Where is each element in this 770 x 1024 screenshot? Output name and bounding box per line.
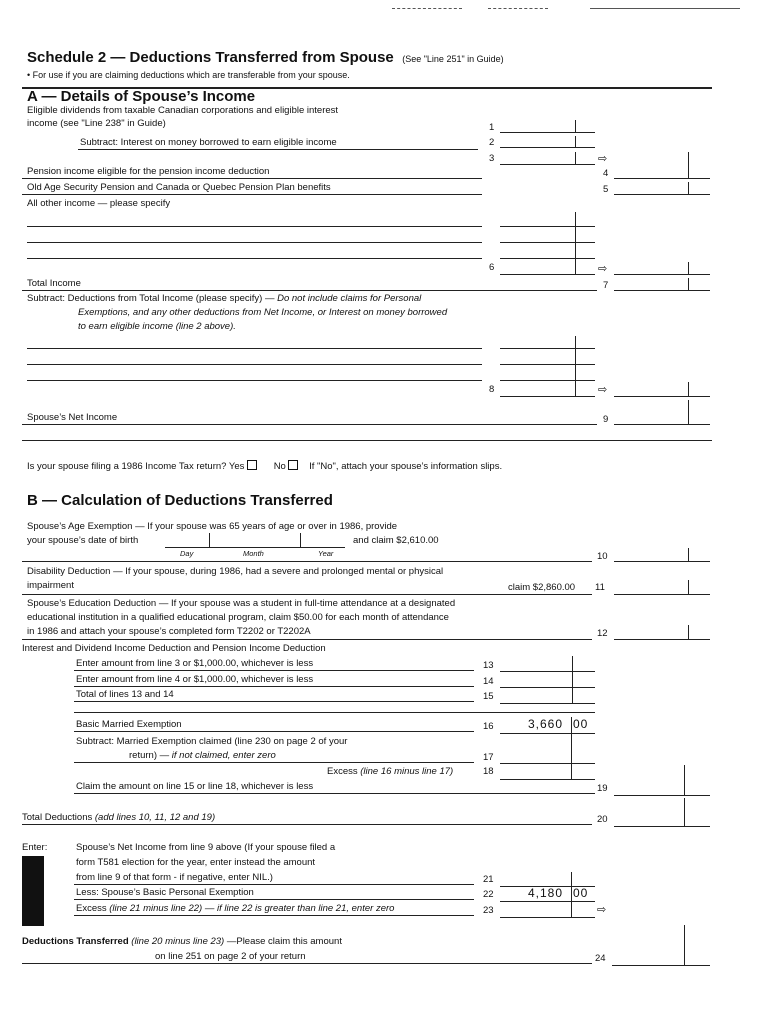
other-income-cents-divider [575, 212, 576, 274]
deductions-label-2: Exemptions, and any other deductions from Net Income, or Interest on money borrowed [78, 307, 448, 318]
line-18-field[interactable] [500, 779, 595, 780]
net-income-from-9-label-1: Spouse’s Net Income from line 9 above (If your spouse filed a [76, 842, 336, 853]
net-income-from-9-label-2: form T581 election for the year, enter instead the amount [76, 857, 316, 868]
line-8-right-field[interactable] [614, 396, 710, 397]
top-dash-1 [392, 8, 462, 9]
line-number-20: 20 [597, 814, 608, 825]
line-6-right-field[interactable] [614, 274, 710, 275]
oas-cpp-rule [22, 194, 482, 195]
disability-label-1: Disability Deduction — If your spouse, during 1986, had a severe and prolonged mental or physical [27, 566, 444, 577]
total-income-label: Total Income [27, 278, 81, 289]
line-number-11: 11 [595, 582, 605, 593]
line-4-field[interactable] [614, 178, 710, 179]
basic-married-rule [74, 731, 474, 732]
line-number-9: 9 [603, 414, 609, 425]
total-deductions-label [22, 812, 215, 823]
line-20-field[interactable] [614, 826, 710, 827]
line-number-17: 17 [483, 752, 494, 763]
disability-label-2: impairment [27, 580, 74, 591]
net-income-from-9-label-3: from line 9 of that form - if negative, enter NIL.) [76, 872, 273, 883]
line-number-3: 3 [489, 153, 495, 164]
line-5-cents-divider [688, 182, 689, 194]
enter-label: Enter: [22, 842, 48, 853]
line-number-18: 18 [483, 766, 494, 777]
line-2-field[interactable] [500, 147, 595, 148]
line-number-21: 21 [483, 874, 494, 885]
deductions-specify-row-3[interactable] [27, 380, 482, 381]
other-income-amount-row-1[interactable] [500, 226, 595, 227]
date-of-birth-field[interactable] [165, 547, 345, 548]
deductions-specify-row-1[interactable] [27, 348, 482, 349]
deductions-label-1-lead: Subtract: Deductions from Total Income (please specify) — [27, 293, 275, 304]
other-income-specify-row-2[interactable] [27, 242, 482, 243]
excess2-italic: (line 21 minus line 22) — if line 22 is greater than line 21, enter zero [109, 903, 395, 914]
dob-divider-1 [209, 533, 210, 547]
deductions-label-1-italic: Do not include claims for Personal [277, 293, 422, 304]
deductions-label-3: to earn eligible income (line 2 above). [78, 321, 236, 332]
age-exemption-label-1: Spouse’s Age Exemption — If your spouse was 65 years of age or over in 1986, provide [27, 521, 398, 532]
line-14-label: Enter amount from line 4 or $1,000.00, whichever is less [76, 674, 314, 685]
line-13-field[interactable] [500, 671, 595, 672]
line-number-7: 7 [603, 280, 609, 291]
dob-divider-2 [300, 533, 301, 547]
line-number-6: 6 [489, 262, 495, 273]
age-exemption-label-2: your spouse’s date of birth [27, 535, 139, 546]
line-number-23: 23 [483, 905, 494, 916]
line-number-15: 15 [483, 691, 494, 702]
line-6-right-cents-divider [688, 262, 689, 274]
basic-married-amount: 3,660 [528, 717, 564, 731]
line-8-right-cents-divider [688, 382, 689, 396]
other-income-label: All other income — please specify [27, 198, 171, 209]
excess2-rule [74, 915, 474, 916]
line-number-10: 10 [597, 551, 608, 562]
total-income-rule [22, 290, 597, 291]
line-8-field[interactable] [500, 396, 595, 397]
transferred-rule [22, 963, 592, 964]
subtract-interest-rule [78, 149, 478, 150]
line-22-field[interactable] [500, 901, 595, 902]
line-12-cents-divider [688, 625, 689, 639]
redaction-bar [22, 856, 44, 926]
line-1-field[interactable] [500, 132, 595, 133]
line-8-arrow-icon: ⇨ [598, 384, 608, 396]
education-rule [22, 639, 592, 640]
excess-italic: (line 16 minus line 17) [360, 766, 454, 777]
line-15-label: Total of lines 13 and 14 [76, 689, 174, 700]
less-basic-amount: 4,180 [528, 886, 564, 900]
filing-question-text: Is your spouse filing a 1986 Income Tax return? Yes [27, 461, 245, 472]
total-deductions-rule [22, 824, 592, 825]
transferred-rest: —Please claim this amount [226, 936, 342, 947]
excess-label-lead: Excess [327, 766, 358, 777]
line-15-field[interactable] [500, 703, 595, 704]
dob-day-label: Day [180, 549, 194, 558]
line-17-field[interactable] [500, 763, 595, 764]
line-13-rule [74, 670, 474, 671]
schedule-title-text: Schedule 2 — Deductions Transferred from Spouse [27, 49, 394, 66]
line-number-8: 8 [489, 384, 495, 395]
line-number-5: 5 [603, 184, 609, 195]
less-basic-label: Less: Spouse’s Basic Personal Exemption [76, 887, 254, 898]
net-income-from-9-rule [74, 884, 474, 885]
line-3-cents-divider [575, 152, 576, 164]
yes-checkbox[interactable] [247, 460, 257, 470]
line-21-23-cents-divider [571, 872, 572, 917]
age-rule [22, 561, 592, 562]
net-income-rule [22, 424, 597, 425]
line-2-cents-divider [575, 136, 576, 147]
interest-dividend-label: Interest and Dividend Income Deduction and Pension Income Deduction [22, 643, 326, 654]
deductions-cents-divider [575, 336, 576, 396]
line-number-14: 14 [483, 676, 494, 687]
line-number-2: 2 [489, 137, 495, 148]
basic-married-cents: 00 [573, 717, 589, 731]
line-7-field[interactable] [614, 290, 710, 291]
schedule-ref: (See "Line 251" in Guide) [402, 54, 504, 64]
transferred-lead: Deductions Transferred [22, 936, 129, 947]
net-income-label: Spouse’s Net Income [27, 412, 118, 423]
line-20-cents-divider [684, 798, 685, 826]
education-label-3: in 1986 and attach your spouse’s completed form T2202 or T2202A [27, 626, 311, 637]
line-9-field[interactable] [614, 424, 710, 425]
line-24-field[interactable] [612, 965, 710, 966]
transferred-label-1 [22, 936, 342, 947]
section-b-title: B — Calculation of Deductions Transferred [27, 492, 333, 509]
pension-income-label: Pension income eligible for the pension income deduction [27, 166, 270, 177]
deductions-amount-row-2[interactable] [500, 364, 595, 365]
line-5-field[interactable] [614, 194, 710, 195]
line-4-cents-divider [688, 152, 689, 178]
claim-amount-label: Claim the amount on line 15 or line 18, whichever is less [76, 781, 314, 792]
line-11-cents-divider [688, 580, 689, 594]
line-6-arrow-icon: ⇨ [598, 263, 608, 275]
top-dash-2 [488, 8, 548, 9]
eligible-dividends-label-1: Eligible dividends from taxable Canadian corporations and eligible interest [27, 105, 339, 116]
line-23-arrow-icon: ⇨ [597, 904, 607, 916]
schedule-title [27, 49, 504, 67]
line-14-field[interactable] [500, 687, 595, 688]
line-9-cents-divider [688, 400, 689, 424]
subtract-married-italic: if not claimed, enter zero [171, 750, 276, 761]
deductions-amount-row-3[interactable] [500, 380, 595, 381]
eligible-dividends-label-2: income (see "Line 238" in Guide) [27, 118, 166, 129]
line-3-field[interactable] [500, 164, 595, 165]
oas-cpp-label: Old Age Security Pension and Canada or Quebec Pension Plan benefits [27, 182, 331, 193]
line-16-18-cents-divider [571, 717, 572, 779]
line-number-24: 24 [595, 953, 606, 964]
line-number-19: 19 [597, 783, 608, 794]
line-number-12: 12 [597, 628, 608, 639]
deductions-label-1 [27, 293, 421, 304]
line-3-arrow-icon: ⇨ [598, 153, 608, 165]
subtract-married-label-2 [129, 750, 276, 761]
claim-amount-rule [74, 793, 595, 794]
excess2-lead: Excess [76, 903, 107, 914]
line-23-field[interactable] [500, 917, 595, 918]
filing-question [27, 460, 502, 472]
basic-married-label: Basic Married Exemption [76, 719, 182, 730]
other-income-specify-row-3[interactable] [27, 258, 482, 259]
line-24-cents-divider [684, 925, 685, 965]
excess2-label [76, 903, 394, 914]
line-10-field[interactable] [614, 561, 710, 562]
excess-label [327, 766, 453, 777]
subtract-interest-label: Subtract: Interest on money borrowed to earn eligible income [80, 137, 337, 148]
other-income-specify-row-1[interactable] [27, 226, 482, 227]
total-deductions-italic: (add lines 10, 11, 12 and 19) [94, 812, 216, 823]
disability-claim: claim $2,860.00 [508, 582, 576, 593]
line-12-field[interactable] [614, 639, 710, 640]
line-number-13: 13 [483, 660, 494, 671]
no-checkbox[interactable] [288, 460, 298, 470]
group-rule-15 [74, 712, 595, 713]
top-dash-3 [590, 8, 740, 9]
deductions-specify-row-2[interactable] [27, 364, 482, 365]
transferred-italic: (line 20 minus line 23) [131, 936, 225, 947]
deductions-amount-row-1[interactable] [500, 348, 595, 349]
subtract-married-label-1: Subtract: Married Exemption claimed (line 230 on page 2 of your [76, 736, 348, 747]
section-a-rule-bottom [22, 440, 712, 441]
line-19-field[interactable] [614, 795, 710, 796]
line-number-1: 1 [489, 122, 495, 133]
line-16-field[interactable] [500, 733, 595, 734]
other-income-amount-row-2[interactable] [500, 242, 595, 243]
line-6-field[interactable] [500, 274, 595, 275]
line-number-4: 4 [603, 168, 609, 179]
line-15-rule [74, 701, 474, 702]
line-11-field[interactable] [614, 594, 710, 595]
filing-no-label: No [273, 461, 286, 472]
education-label-1: Spouse’s Education Deduction — If your spouse was a student in full-time attendance at a designated [27, 598, 456, 609]
line-13-15-cents-divider [572, 656, 573, 704]
age-claim: and claim $2,610.00 [353, 535, 439, 546]
line-13-label: Enter amount from line 3 or $1,000.00, whichever is less [76, 658, 314, 669]
line-19-cents-divider [684, 765, 685, 795]
total-deductions-lead: Total Deductions [22, 812, 93, 823]
line-number-16: 16 [483, 721, 494, 732]
dob-year-label: Year [318, 549, 334, 558]
pension-income-rule [22, 178, 482, 179]
section-a-title: A — Details of Spouse’s Income [27, 88, 256, 105]
education-label-2: educational institution in a qualified educational program, claim $50.00 for each month of attendance [27, 612, 449, 623]
line-10-cents-divider [688, 548, 689, 561]
less-basic-cents: 00 [573, 886, 589, 900]
line-number-22: 22 [483, 889, 494, 900]
transferred-label-2: on line 251 on page 2 of your return [155, 951, 306, 962]
dob-month-label: Month [243, 549, 264, 558]
line-7-cents-divider [688, 278, 689, 290]
schedule-note: • For use if you are claiming deductions which are transferable from your spouse. [27, 70, 350, 80]
disability-rule [22, 594, 592, 595]
line-14-rule [74, 686, 474, 687]
subtract-married-label-2-lead: return) — [129, 750, 170, 761]
less-basic-rule [74, 899, 474, 900]
line-1-cents-divider [575, 120, 576, 132]
filing-if-no: If "No", attach your spouse’s information slips. [309, 461, 503, 472]
subtract-married-rule [74, 762, 474, 763]
other-income-amount-row-3[interactable] [500, 258, 595, 259]
